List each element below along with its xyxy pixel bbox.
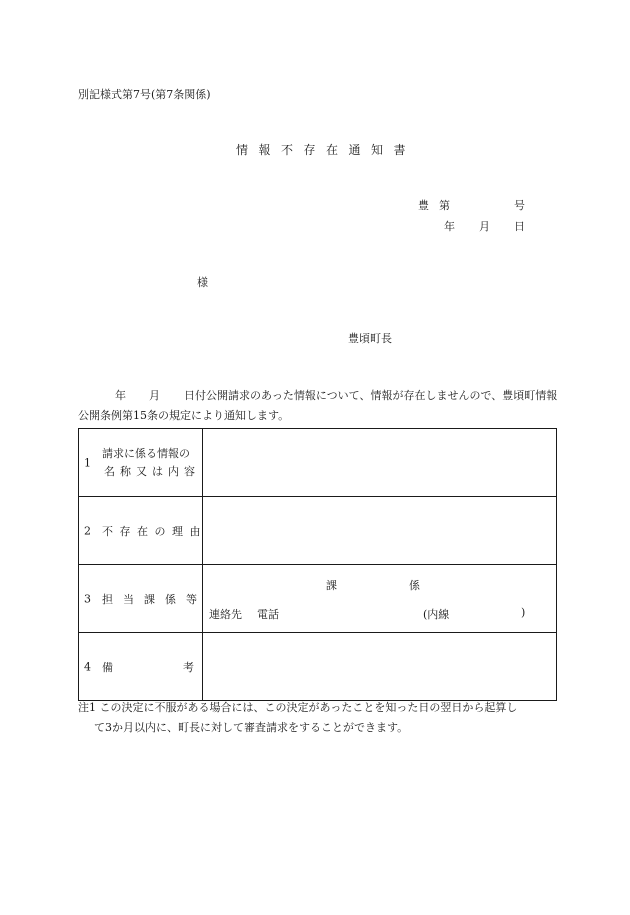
row3-ka: 課: [326, 579, 337, 592]
form-label: 別記様式第7号(第7条関係): [78, 88, 211, 101]
row1-label-cell: [79, 429, 203, 497]
body-text: [78, 386, 558, 426]
row3-phone: 電話: [257, 608, 279, 621]
date-day: 日: [514, 220, 525, 233]
row3-naisen-open: (内線: [423, 608, 450, 621]
table-row-remarks: [79, 633, 557, 701]
body-month: 月: [149, 389, 160, 402]
row3-label-cell: [79, 565, 207, 633]
body-year: 年: [115, 389, 126, 402]
row2-label-cell: [79, 497, 207, 565]
ref-dai: 第: [439, 199, 450, 212]
row3-label: 担当課係等: [102, 592, 207, 606]
row4-label-b: 考: [183, 660, 194, 674]
row4-number: 4: [84, 660, 91, 673]
row3-contact: 連絡先: [209, 608, 242, 621]
row3-naisen-close: ): [521, 606, 526, 619]
row3-kakari: 係: [409, 579, 420, 592]
note-line2: て3か月以内に、町長に対して審査請求をすることができます。: [94, 721, 409, 734]
row2-value-cell: [203, 497, 557, 565]
row4-label-a: 備: [102, 660, 113, 674]
row1-value-cell: [203, 429, 557, 497]
row1-label: [102, 445, 200, 481]
row2-number: 2: [84, 524, 91, 537]
row4-label-cell: [79, 633, 203, 701]
row2-label: 不存在の理由: [102, 524, 207, 538]
row3-value-cell: [203, 565, 557, 633]
table-row-requested-info: [79, 429, 557, 497]
table-row-department: [79, 565, 557, 633]
table-row-reason: [79, 497, 557, 565]
date-month: 月: [479, 220, 490, 233]
row1-label-line2: 名称又は内容: [104, 464, 200, 478]
date-year: 年: [444, 220, 455, 233]
body-sentence: 日付公開請求のあった情報について、情報が存在しませんので、豊頃町情報公開条例第15条の規定により通知します。: [78, 389, 558, 422]
ref-go: 号: [514, 199, 525, 212]
note: [78, 698, 560, 738]
row4-label: [102, 659, 194, 675]
row3-number: 3: [84, 592, 91, 605]
row1-number: 1: [84, 456, 91, 469]
ref-prefix: 豊: [418, 199, 429, 212]
issuer: 豊頃町長: [348, 332, 392, 345]
row1-label-line1: 請求に係る情報の: [102, 446, 190, 460]
addressee-suffix: 様: [197, 276, 208, 289]
info-table: [78, 428, 557, 701]
row4-value-cell: [203, 633, 557, 701]
note-line1: 注1 この決定に不服がある場合には、この決定があったことを知った日の翌日から起算し: [78, 701, 518, 714]
document-title: 情報不存在通知書: [236, 143, 417, 157]
